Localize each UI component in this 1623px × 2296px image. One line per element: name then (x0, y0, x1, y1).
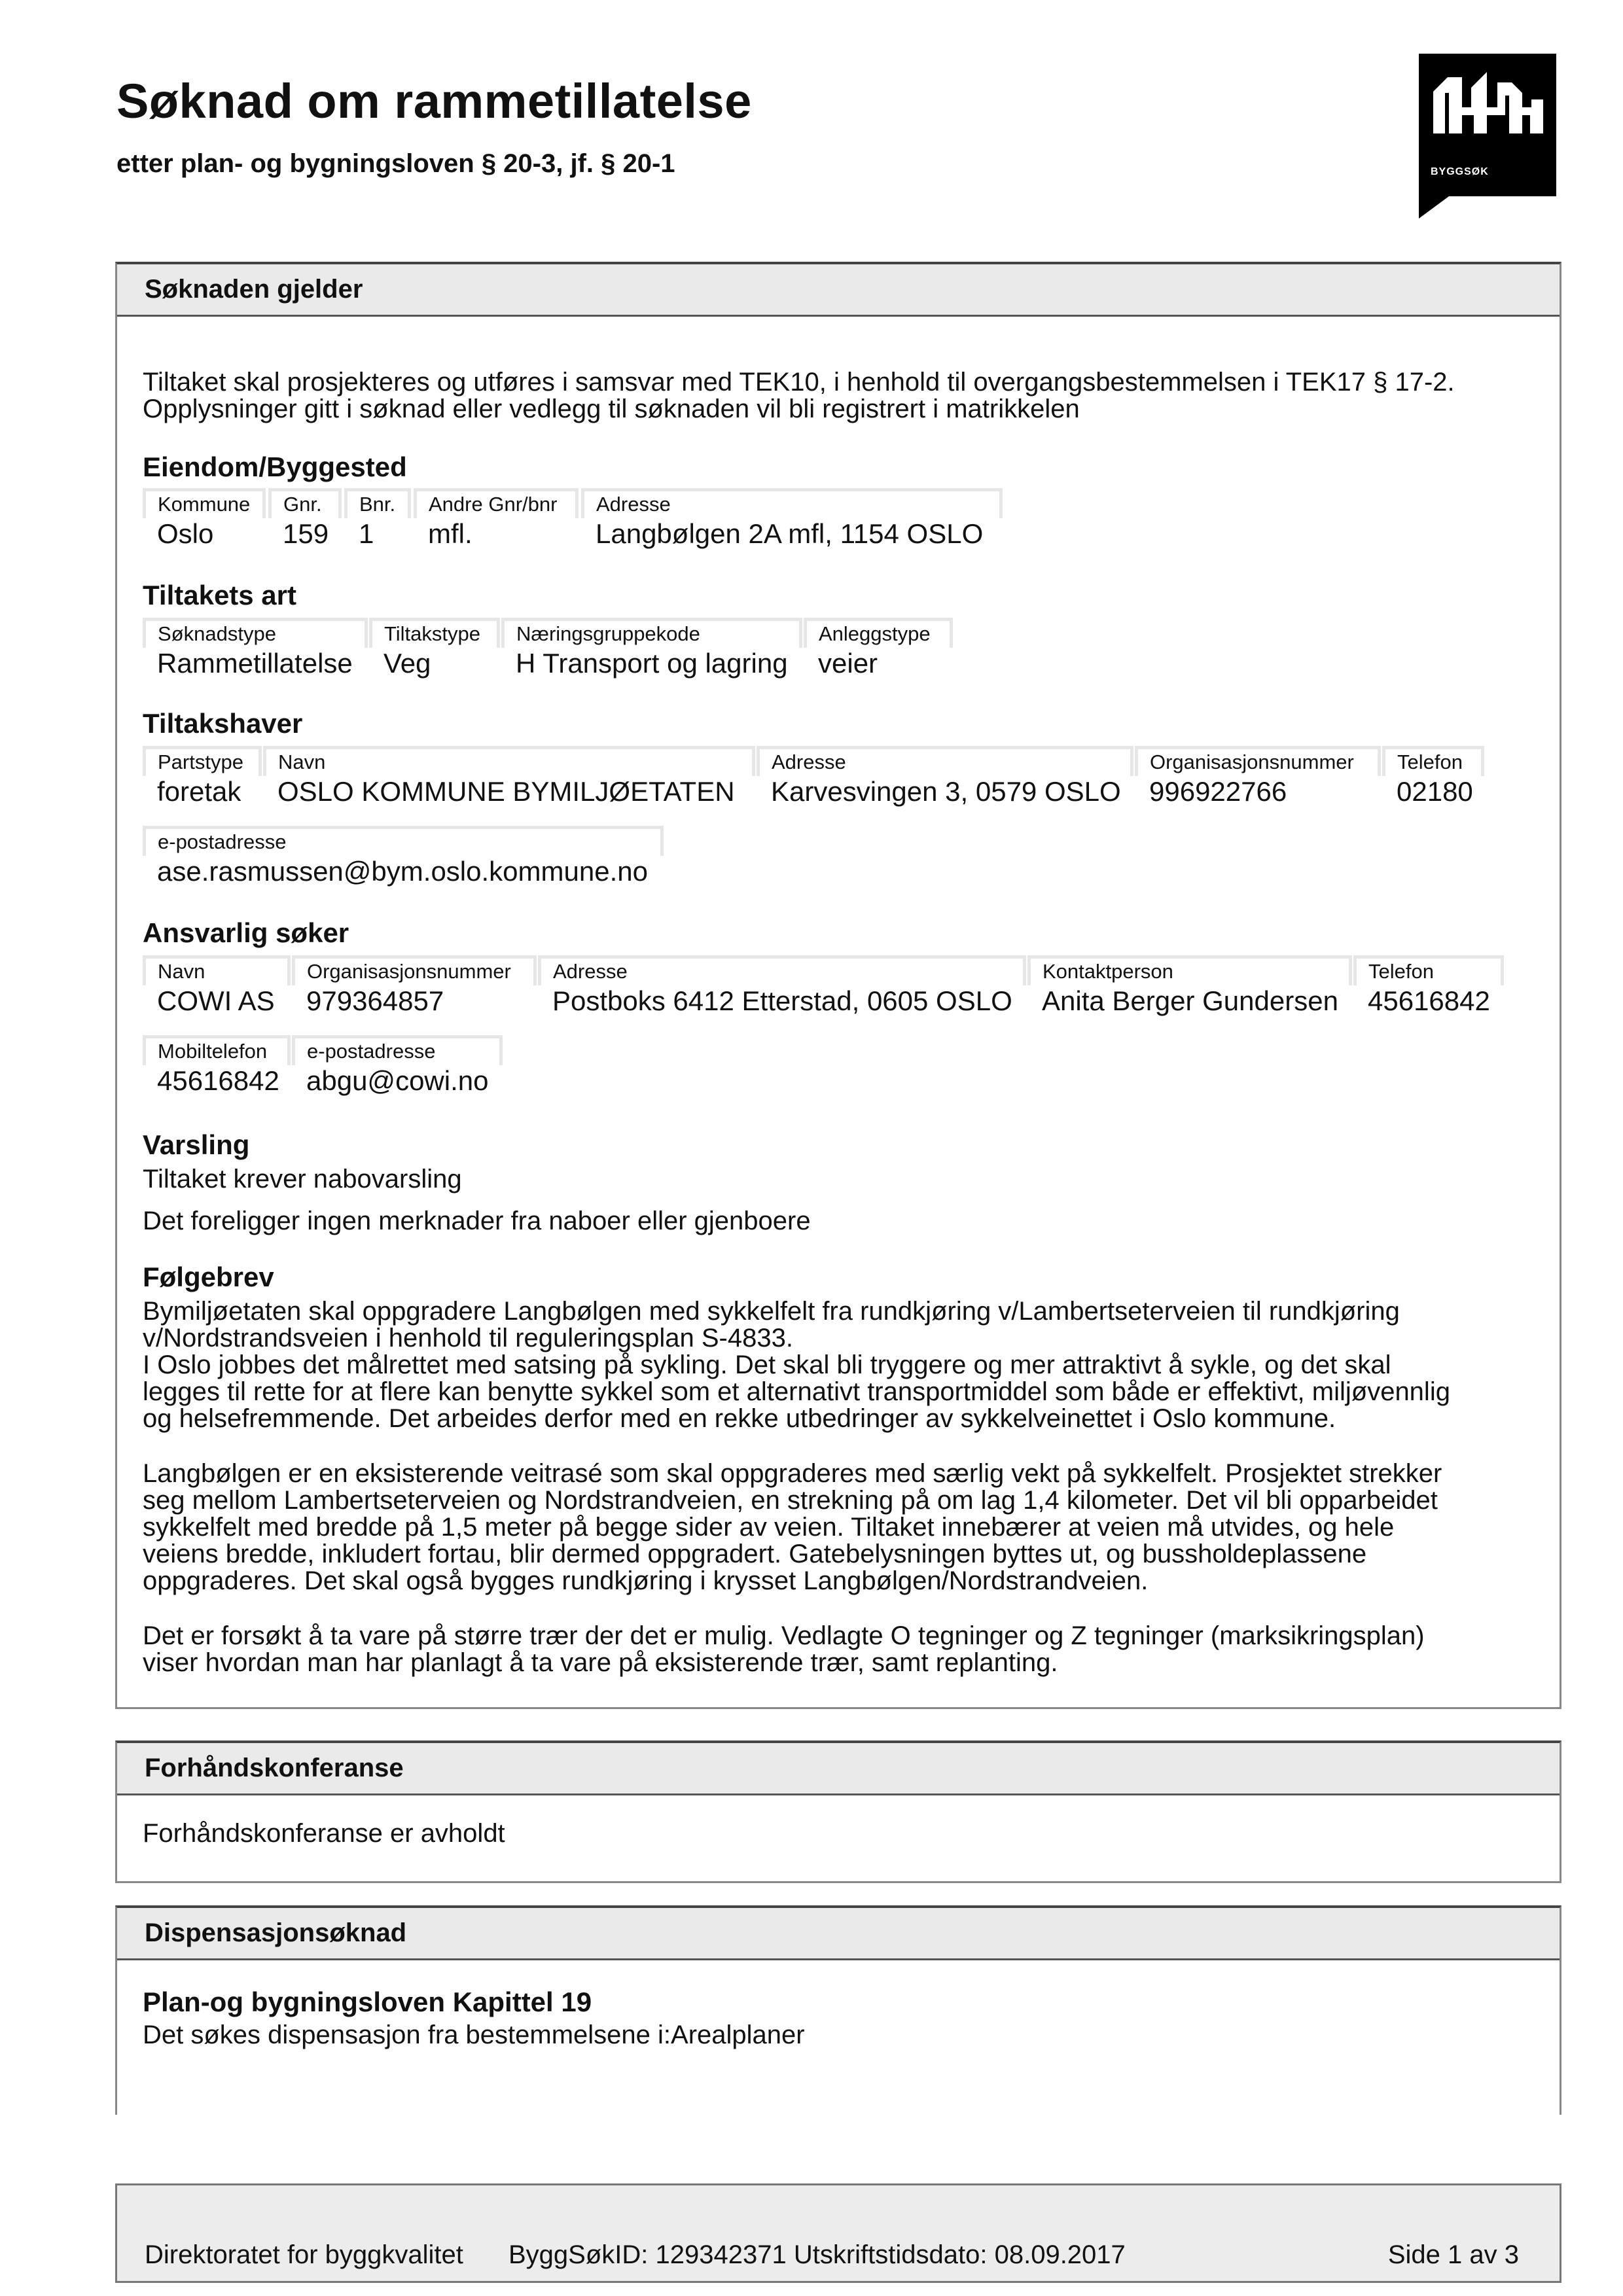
field-value: H Transport og lagring (516, 648, 788, 679)
text-line: og helsefremmende. Det arbeides derfor med en rekke utbedringer av sykkelveinettet i Oslo kommune. (143, 1404, 1336, 1433)
field-value: Postboks 6412 Etterstad, 0605 OSLO (552, 985, 1012, 1016)
varsling-heading: Varsling (143, 1129, 250, 1160)
field-label: Navn (263, 746, 755, 776)
field-label: Adresse (581, 488, 1003, 518)
field-e-postadresse (143, 826, 664, 889)
field-label: Næringsgruppekode (501, 618, 802, 648)
field-navn (263, 746, 755, 809)
field-label: Søknadstype (143, 618, 368, 648)
eiendom-heading: Eiendom/Byggested (143, 451, 407, 482)
text-line: seg mellom Lambertseterveien og Nordstrandveien, en strekning på om lag 1,4 kilometer. Det vil bli opparbeidet (143, 1486, 1438, 1515)
field-label: Bnr. (344, 488, 411, 518)
field-label: Anleggstype (804, 618, 953, 648)
field-adresse (581, 488, 1003, 551)
field-kontaktperson (1027, 955, 1352, 1018)
field-value: Karvesvingen 3, 0579 OSLO (771, 776, 1121, 807)
field-value: Rammetillatelse (157, 648, 353, 679)
field-value: 1 (359, 518, 374, 549)
field-label: Partstype (143, 746, 262, 776)
field-value: 979364857 (306, 985, 444, 1016)
field-value: foretak (157, 776, 241, 807)
field-soknadstype (143, 618, 368, 680)
logo-tab (1419, 196, 1449, 219)
field-value: Langbølgen 2A mfl, 1154 OSLO (596, 518, 984, 549)
field-partstype (143, 746, 262, 809)
text-line: oppgraderes. Det skal også bygges rundkjøring i krysset Langbølgen/Nordstrandveien. (143, 1566, 1149, 1595)
section-heading: Forhåndskonferanse (117, 1743, 1560, 1795)
field-value: Oslo (157, 518, 214, 549)
field-organisasjonsnummer (1135, 746, 1381, 809)
field-value: 45616842 (157, 1065, 279, 1096)
field-tiltakstype (369, 618, 500, 680)
logo-label: BYGGSØK (1431, 166, 1489, 177)
field-mobiltelefon (143, 1035, 291, 1098)
field-navn (143, 955, 291, 1018)
field-label: Adresse (538, 955, 1026, 985)
field-value: 996922766 (1149, 776, 1287, 807)
field-label: Gnr. (268, 488, 342, 518)
forhand-text: Forhåndskonferanse er avholdt (143, 1819, 505, 1848)
tiltakets-art-heading: Tiltakets art (143, 580, 296, 610)
text-line: I Oslo jobbes det målrettet med satsing på sykling. Det skal bli tryggere og mer attraktivt å sykle, og det skal (143, 1351, 1391, 1379)
field-value: abgu@cowi.no (306, 1065, 489, 1096)
ansvarlig-soker-heading: Ansvarlig søker (143, 917, 349, 948)
section-forhandskonferanse (115, 1740, 1561, 1883)
field-label: e-postadresse (292, 1035, 503, 1065)
footer-org: Direktoratet for byggkvalitet (145, 2240, 463, 2269)
field-label: Organisasjonsnummer (1135, 746, 1381, 776)
field-telefon (1353, 955, 1504, 1018)
intro-line-1: Tiltaket skal prosjekteres og utføres i samsvar med TEK10, i henhold til overgangsbestemmelsen i TEK17 § 17-2. (143, 368, 1455, 397)
text-line: veiens bredde, inkludert fortau, blir dermed oppgradert. Gatebelysningen byttes ut, og bussholdeplassene (143, 1540, 1367, 1568)
field-value: 159 (283, 518, 329, 549)
field-label: Kontaktperson (1027, 955, 1352, 985)
field-e-postadresse (292, 1035, 503, 1098)
field-label: Telefon (1353, 955, 1504, 985)
tiltakshaver-heading: Tiltakshaver (143, 708, 303, 739)
section-heading: Dispensasjonsøknad (117, 1908, 1560, 1960)
field-label: Mobiltelefon (143, 1035, 291, 1065)
field-kommune (143, 488, 266, 551)
byggsok-logo (1419, 54, 1556, 196)
dispensasjon-text: Det søkes dispensasjon fra bestemmelsene i:Arealplaner (143, 2021, 805, 2049)
field-value: 45616842 (1368, 985, 1490, 1016)
text-line: Langbølgen er en eksisterende veitrasé som skal oppgraderes med særlig vekt på sykkelfelt. Prosjektet strekker (143, 1459, 1442, 1488)
page-subtitle: etter plan- og bygningsloven § 20-3, jf. § 20-1 (116, 149, 675, 178)
field-anleggstype (804, 618, 953, 680)
section-heading: Søknaden gjelder (117, 264, 1560, 317)
varsling-line-1: Tiltaket krever nabovarsling (143, 1165, 462, 1193)
field-adresse (757, 746, 1133, 809)
field-value: OSLO KOMMUNE BYMILJØETATEN (277, 776, 735, 807)
text-line: Det er forsøkt å ta vare på større trær der det er mulig. Vedlagte O tegninger og Z tegninger (marksikringsplan) (143, 1621, 1425, 1650)
field-bnr (344, 488, 411, 551)
field-label: Organisasjonsnummer (292, 955, 537, 985)
dispensasjon-subheading: Plan-og bygningsloven Kapittel 19 (143, 1987, 592, 2017)
field-telefon (1382, 746, 1484, 809)
field-label: Andre Gnr/bnr (414, 488, 579, 518)
field-value: mfl. (428, 518, 473, 549)
text-line: Bymiljøetaten skal oppgradere Langbølgen med sykkelfelt fra rundkjøring v/Lambertseterveien til rundkjøring (143, 1297, 1400, 1326)
field-label: Telefon (1382, 746, 1484, 776)
field-naeringsgruppekode (501, 618, 802, 680)
folgebrev-heading: Følgebrev (143, 1262, 274, 1292)
page-footer (115, 2183, 1561, 2283)
intro-line-2: Opplysninger gitt i søknad eller vedlegg til søknaden vil bli registrert i matrikkelen (143, 395, 1080, 423)
field-value: 02180 (1397, 776, 1473, 807)
field-value: Anita Berger Gundersen (1042, 985, 1338, 1016)
field-adresse (538, 955, 1026, 1018)
field-value: COWI AS (157, 985, 275, 1016)
field-label: Tiltakstype (369, 618, 500, 648)
field-label: Kommune (143, 488, 266, 518)
page-title: Søknad om rammetillatelse (116, 74, 752, 128)
field-value: Veg (383, 648, 431, 679)
field-label: e-postadresse (143, 826, 664, 856)
field-value: veier (818, 648, 878, 679)
field-label: Adresse (757, 746, 1133, 776)
footer-id: ByggSøkID: 129342371 Utskriftstidsdato: 08.09.2017 (508, 2240, 1126, 2269)
field-gnr (268, 488, 342, 551)
field-value: ase.rasmussen@bym.oslo.kommune.no (157, 856, 648, 887)
field-andre-gnr-bnr (414, 488, 579, 551)
text-line: sykkelfelt med bredde på 1,5 meter på begge sider av veien. Tiltaket innebærer at veien må utvides, og hele (143, 1513, 1395, 1542)
text-line: legges til rette for at flere kan benytte sykkel som et alternativt transportmiddel som både er effektivt, miljøvennlig (143, 1377, 1450, 1406)
field-organisasjonsnummer (292, 955, 537, 1018)
text-line: v/Nordstrandsveien i henhold til reguleringsplan S-4833. (143, 1324, 793, 1352)
varsling-line-2: Det foreligger ingen merknader fra naboer eller gjenboere (143, 1207, 811, 1235)
field-label: Navn (143, 955, 291, 985)
text-line: viser hvordan man har planlagt å ta vare på eksisterende trær, samt replanting. (143, 1648, 1058, 1677)
footer-page: Side 1 av 3 (1387, 2240, 1519, 2269)
